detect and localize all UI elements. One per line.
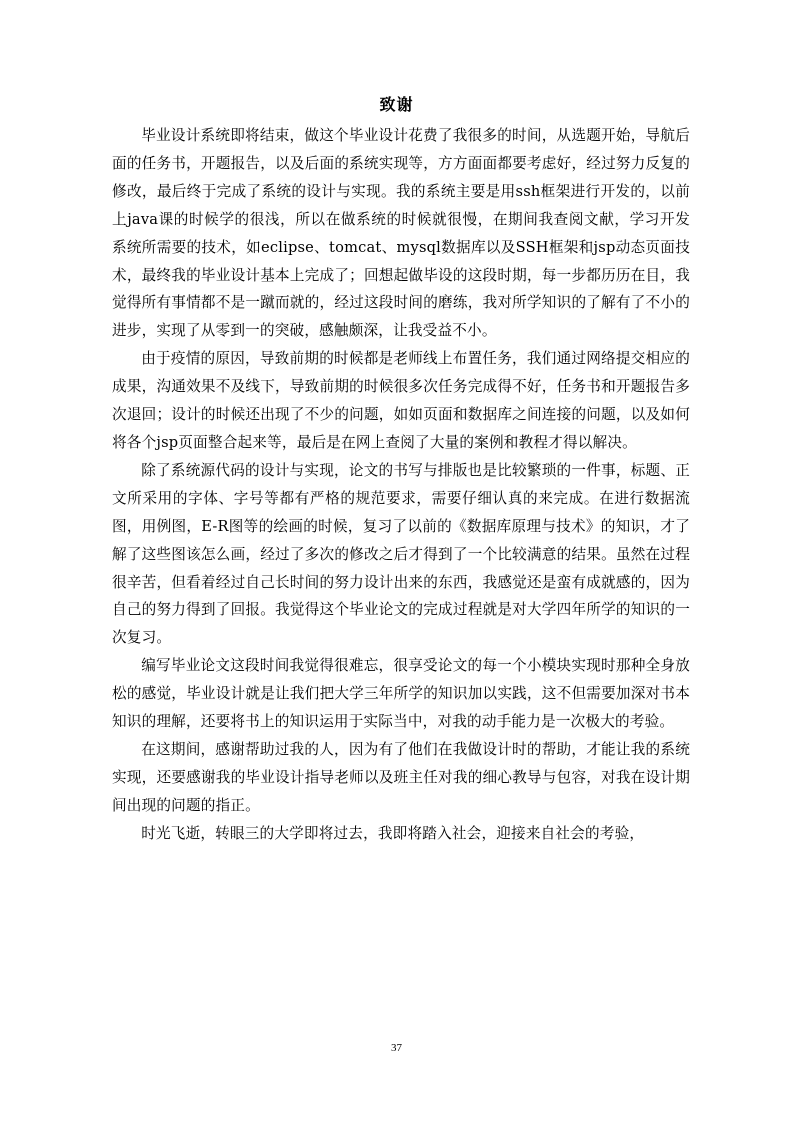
page-number: 37	[391, 1042, 402, 1054]
paragraph-4: 编写毕业论文这段时间我觉得很难忘，很享受论文的每一个小模块实现时那种全身放松的感觉，毕业设计就是让我们把大学三年所学的知识加以实践，这不但需要加深对书本知识的理解，还要将书上的知识运用于实际当中，对我的动手能力是一次极大的考验。	[112, 657, 690, 731]
paragraph-3: 除了系统源代码的设计与实现，论文的书写与排版也是比较繁琐的一件事，标题、正文所采用的字体、字号等都有严格的规范要求，需要仔细认真的来完成。在进行数据流图，用例图，E-R图等的绘画的时候，复习了以前的《数据库原理与技术》的知识，才了解了这些图该怎么画，经过了多次的修改之后才得到了一个比较满意的结果。虽然在过程很辛苦，但看着经过自己长时间的努力设计出来的东西，我感觉还是蛮有成就感的，因为自己的努力得到了回报。我觉得这个毕业论文的完成过程就是对大学四年所学的知识的一次复习。	[112, 461, 690, 647]
paragraph-5: 在这期间，感谢帮助过我的人，因为有了他们在我做设计时的帮助，才能让我的系统实现，还要感谢我的毕业设计指导老师以及班主任对我的细心教导与包容，对我在设计期间出现的问题的指正。	[112, 740, 690, 814]
page-title: 致谢	[379, 95, 414, 114]
paragraph-6: 时光飞逝，转眼三的大学即将过去，我即将踏入社会，迎接来自社会的考验，	[141, 824, 645, 842]
paragraph-2: 由于疫情的原因，导致前期的时候都是老师线上布置任务，我们通过网络提交相应的成果，沟通效果不及线下，导致前期的时候很多次任务完成得不好，任务书和开题报告多次退回；设计的时候还出现了不少的问题，如如页面和数据库之间连接的问题，以及如何将各个jsp页面整合起来等，最后是在网上查阅了大量的案例和教程才得以解决。	[112, 350, 690, 451]
body-text	[112, 122, 690, 848]
paragraph-1: 毕业设计系统即将结束，做这个毕业设计花费了我很多的时间，从选题开始，导航后面的任务书，开题报告，以及后面的系统实现等，方方面面都要考虑好，经过努力反复的修改，最后终于完成了系统的设计与实现。我的系统主要是用ssh框架进行开发的，以前上java课的时候学的很浅，所以在做系统的时候就很慢，在期间我查阅文献，学习开发系统所需要的技术，如eclipse、tomcat、mysql数据库以及SSH框架和jsp动态页面技术，最终我的毕业设计基本上完成了；回想起做毕设的这段时期，每一步都历历在目，我觉得所有事情都不是一蹴而就的，经过这段时间的磨练，我对所学知识的了解有了不小的进步，实现了从零到一的突破，感触颇深，让我受益不小。	[112, 127, 690, 340]
